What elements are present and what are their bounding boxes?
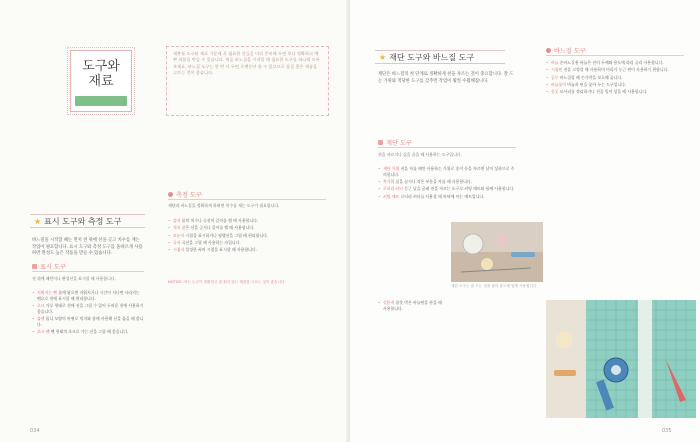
sub1-title: 표시 도구 (40, 264, 66, 271)
chapter-badge (75, 96, 127, 106)
section1-heading (34, 216, 121, 227)
list-item: • 쪽가위 실을 끊거나 작은 부분을 자를 때 사용합니다. (378, 179, 516, 185)
chapter-title-line1: 도구와 (82, 59, 120, 74)
list-item: • 골무 바느질할 때 손가락을 보호해 줍니다. (546, 75, 686, 81)
sub2-title: 측정 도구 (176, 192, 202, 199)
list-item: • 곡자 곡선을 그릴 때 사용하는 자입니다. (168, 240, 326, 246)
right-sub2-list (546, 60, 686, 96)
right-sub1-intro: 천을 자르거나 실을 끊을 때 사용하는 도구입니다. (378, 152, 462, 157)
chapter-title-box (70, 50, 132, 112)
star-icon: ★ (34, 217, 42, 226)
pin-icon (546, 48, 551, 53)
right-sub1-heading (378, 138, 516, 148)
list-item: • 지워지는 펜 물에 닿으면 지워지거나 시간이 지나면 사라지는 펜으로 천에 표시할 때 편리합니다. (32, 290, 144, 302)
sub2-intro: 재단과 바느질을 정확하게 하려면 치수를 재는 도구가 필요합니다. (168, 203, 280, 208)
list-item: • 바늘 손바느질용 바늘은 천의 두께와 용도에 따라 골라 사용합니다. (546, 60, 686, 66)
section1-body: 바느질을 시작할 때는 먼저 천 위에 선을 긋고 치수를 재는 작업이 필요합니다. 표시 도구와 측정 도구를 올바르게 사용하면 완성도 높은 작품을 만들 수 있습니다. (32, 238, 143, 257)
square-icon (32, 264, 37, 269)
list-item: • 재단 가위 천을 자를 때만 사용하는 가위로 종이 등을 자르면 날이 상하므로 주의합니다. (378, 166, 516, 178)
sewing-tools-photo (451, 222, 543, 282)
list-item: • 초크 펜 펜 형태의 초크로 가는 선을 그릴 때 좋습니다. (32, 329, 144, 335)
list-item: • 바늘꽂이 바늘과 핀을 꽂아 두는 도구입니다. (546, 82, 686, 88)
right-section-body: 재단은 바느질의 첫 단계로 정확하게 천을 자르는 것이 중요합니다. 잘 드는 가위와 적당한 도구를 갖추면 작업이 훨씬 수월해집니다. (378, 72, 514, 84)
list-item: • 시침핀 천을 고정할 때 사용하며 머리가 둥근 핀이 사용하기 편합니다. (546, 67, 686, 73)
list-item: • 모눈자 시접을 표시하거나 평행선을 그릴 때 편리합니다. (168, 233, 326, 239)
pin-icon (168, 192, 173, 197)
sub2-heading (168, 190, 326, 200)
list-item: • 로터리 커터 둥근 날을 굴려 천을 자르는 도구로 커팅 매트와 함께 사용합니다. (378, 186, 516, 192)
page-number-left: 034 (30, 428, 40, 434)
sub2-list (168, 218, 326, 254)
right-sub1-list-cont (378, 300, 442, 313)
list-item: • 커팅 매트 로터리 커터를 사용할 때 바닥에 까는 매트입니다. (378, 194, 516, 200)
right-sub2-title: 바느질 도구 (554, 48, 586, 55)
right-section-title: 재단 도구와 바느질 도구 (389, 53, 475, 62)
cutting-mat-photo (546, 300, 696, 418)
square-icon (378, 140, 383, 145)
list-item: • 실뜯개 잘못 박은 바늘땀을 뜯을 때 사용합니다. (378, 300, 442, 312)
section1-title: 표시 도구와 측정 도구 (44, 217, 122, 226)
intro-box (166, 46, 329, 116)
list-item: • 초크 가루 형태로 천에 선을 그릴 수 있어 두꺼운 천에 사용하기 좋습니다. (32, 303, 144, 315)
list-item: • 직자 곧은 선을 긋거나 길이를 잴 때 사용합니다. (168, 225, 326, 231)
sub1-intro: 천 위에 패턴이나 완성선을 표시할 때 사용합니다. (32, 276, 116, 281)
chapter-title-line2: 재료 (88, 74, 114, 89)
list-item: • 시접자 일정한 폭의 시접을 표시할 때 사용합니다. (168, 247, 326, 253)
photo-caption: 재단 도구는 잘 드는 것을 골라 용도에 맞게 사용합니다. (451, 284, 538, 288)
sub2-notice: NOTICE: 자는 눈금이 정확하고 잘 휘지 않는 제품을 고르는 것이 좋습니다. (168, 280, 286, 284)
right-sub1-list (378, 166, 516, 201)
page-number-right: 035 (662, 428, 672, 434)
list-item: • 송곳 모서리를 정리하거나 천을 밀어 넣을 때 사용합니다. (546, 89, 686, 95)
sub1-heading (32, 262, 144, 272)
intro-text: 재봉틀 도구와 재료 가운데 꼭 필요한 것들을 미리 준비해 두면 보다 정확하고 예쁜 작품을 만들 수 있습니다. 처음 바느질을 시작할 때 필요한 도구를 하나씩 모아 보세요. 바느질 도구는 한 번 사 두면 오랫동안 쓸 수 있으므로 품질 좋은 제품을 고르는 것이 좋습니다. (173, 51, 320, 76)
right-sub1-title: 재단 도구 (386, 140, 412, 147)
right-sub2-heading (546, 46, 684, 56)
list-item: • 룰렛 톱니 모양의 바퀴로 먹지와 함께 사용해 선을 옮길 때 씁니다. (32, 316, 144, 328)
sub1-list (32, 290, 144, 337)
star-icon: ★ (379, 53, 387, 62)
list-item: • 줄자 몸의 치수나 곡선의 길이를 잴 때 사용합니다. (168, 218, 326, 224)
right-section-heading (379, 52, 474, 63)
